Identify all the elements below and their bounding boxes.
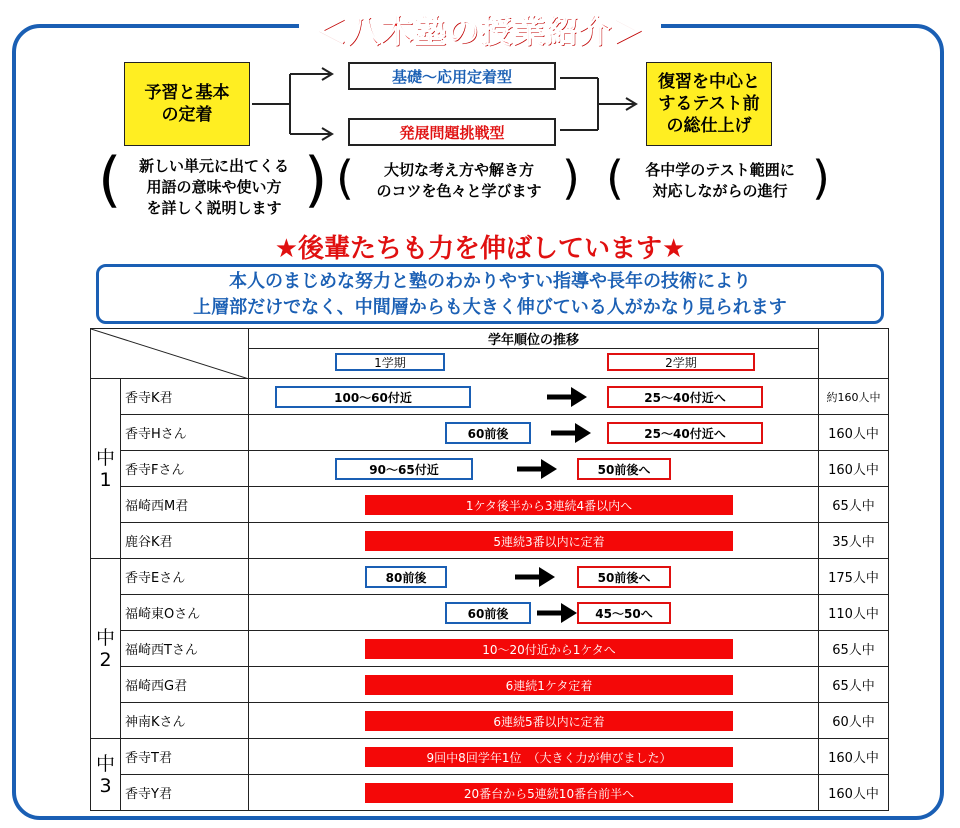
result-banner: 1ケタ後半から3連続4番以内へ	[365, 495, 733, 515]
grade-level: 中 2	[91, 559, 121, 739]
rank-progress	[249, 703, 819, 739]
student-name: 香寺Y君	[121, 775, 249, 811]
class-size: 175人中	[819, 559, 889, 595]
rank-to: 45～50へ	[577, 602, 671, 624]
class-size: 160人中	[819, 775, 889, 811]
table-row	[91, 739, 889, 775]
class-size: 160人中	[819, 739, 889, 775]
table-row	[91, 451, 889, 487]
table-row	[91, 523, 889, 559]
flow-end-box: 復習を中心と するテスト前 の総仕上げ	[646, 62, 772, 146]
class-size: 65人中	[819, 487, 889, 523]
flow-option-advanced: 発展問題挑戦型	[348, 118, 556, 146]
note2-bracket-right: )	[562, 151, 580, 205]
note-test-range: 各中学のテスト範囲に 対応しながらの進行	[645, 161, 795, 200]
result-banner: 10～20付近から1ケタへ	[365, 639, 733, 659]
rank-to: 25～40付近へ	[607, 422, 763, 444]
rank-from: 60前後	[445, 422, 531, 444]
arrow-right-icon	[515, 457, 559, 481]
result-banner: 6連続5番以内に定着	[365, 711, 733, 731]
rank-to: 50前後へ	[577, 458, 671, 480]
rank-table	[90, 328, 889, 811]
term2-label: 2学期	[607, 353, 755, 371]
student-name: 香寺T君	[121, 739, 249, 775]
result-banner: 20番台から5連続10番台前半へ	[365, 783, 733, 803]
grade-level: 中 3	[91, 739, 121, 811]
note1-bracket-right: )	[304, 145, 328, 215]
table-row	[91, 703, 889, 739]
grade-level: 中 1	[91, 379, 121, 559]
rank-progress	[249, 523, 819, 559]
term1-label: 1学期	[335, 353, 445, 371]
page-title: ＜八木塾の授業紹介＞	[299, 6, 661, 52]
table-row	[91, 559, 889, 595]
student-name: 香寺Fさん	[121, 451, 249, 487]
note2-bracket-left: (	[336, 151, 354, 205]
note3-bracket-right: )	[812, 151, 830, 205]
table-row	[91, 667, 889, 703]
message-box	[96, 264, 884, 324]
rank-table-body	[91, 329, 889, 811]
note3-bracket-left: (	[606, 151, 624, 205]
class-size: 60人中	[819, 703, 889, 739]
result-banner: 9回中8回学年1位 （大きく力が伸びました）	[365, 747, 733, 767]
rank-to: 50前後へ	[577, 566, 671, 588]
note1-bracket-left: (	[98, 145, 122, 215]
result-banner: 5連続3番以内に定着	[365, 531, 733, 551]
rank-from: 100～60付近	[275, 386, 471, 408]
rank-progress	[249, 379, 819, 415]
table-row	[91, 595, 889, 631]
table-row	[91, 415, 889, 451]
class-size: 35人中	[819, 523, 889, 559]
student-name: 福崎西Tさん	[121, 631, 249, 667]
header-corner	[91, 329, 249, 379]
table-row	[91, 775, 889, 811]
header-corner-diagonal	[91, 329, 249, 379]
student-name: 福崎西M君	[121, 487, 249, 523]
student-name: 鹿谷K君	[121, 523, 249, 559]
table-row	[91, 487, 889, 523]
rank-progress	[249, 559, 819, 595]
rank-from: 90～65付近	[335, 458, 473, 480]
flow-start-box: 予習と基本 の定着	[124, 62, 250, 146]
arrow-right-icon	[545, 385, 589, 409]
result-banner: 6連続1ケタ定着	[365, 675, 733, 695]
rank-progress	[249, 487, 819, 523]
note-learn: 大切な考え方や解き方 のコツを色々と学びます	[376, 161, 542, 200]
class-size: 110人中	[819, 595, 889, 631]
rank-from: 60前後	[445, 602, 531, 624]
student-name: 福崎西G君	[121, 667, 249, 703]
student-name: 香寺Eさん	[121, 559, 249, 595]
student-name: 香寺K君	[121, 379, 249, 415]
slogan: ★後輩たちも力を伸ばしています★	[274, 234, 686, 264]
arrow-right-icon	[549, 421, 593, 445]
header-total	[819, 329, 889, 379]
rank-to: 25～40付近へ	[607, 386, 763, 408]
message-line-1: 本人のまじめな努力と塾のわかりやすい指導や長年の技術により	[229, 271, 751, 292]
message-line-2: 上層部だけでなく、中間層からも大きく伸びている人がかなり見られます	[193, 297, 787, 318]
rank-from: 80前後	[365, 566, 447, 588]
flow-option-basic: 基礎～応用定着型	[348, 62, 556, 90]
table-row	[91, 379, 889, 415]
class-size: 65人中	[819, 631, 889, 667]
student-name: 福崎東Oさん	[121, 595, 249, 631]
rank-progress	[249, 667, 819, 703]
class-size: 160人中	[819, 415, 889, 451]
rank-progress	[249, 739, 819, 775]
table-row	[91, 631, 889, 667]
class-size: 65人中	[819, 667, 889, 703]
arrow-right-icon	[535, 601, 579, 625]
note-explain: 新しい単元に出てくる 用語の意味や使い方 を詳しく説明します	[138, 157, 289, 217]
header-terms	[249, 349, 819, 379]
rank-progress	[249, 775, 819, 811]
rank-progress	[249, 595, 819, 631]
header-title: 学年順位の推移	[249, 329, 819, 349]
rank-progress	[249, 415, 819, 451]
rank-progress	[249, 631, 819, 667]
student-name: 香寺Hさん	[121, 415, 249, 451]
rank-progress	[249, 451, 819, 487]
arrow-right-icon	[513, 565, 557, 589]
class-size: 約160人中	[819, 379, 889, 415]
class-size: 160人中	[819, 451, 889, 487]
student-name: 神南Kさん	[121, 703, 249, 739]
